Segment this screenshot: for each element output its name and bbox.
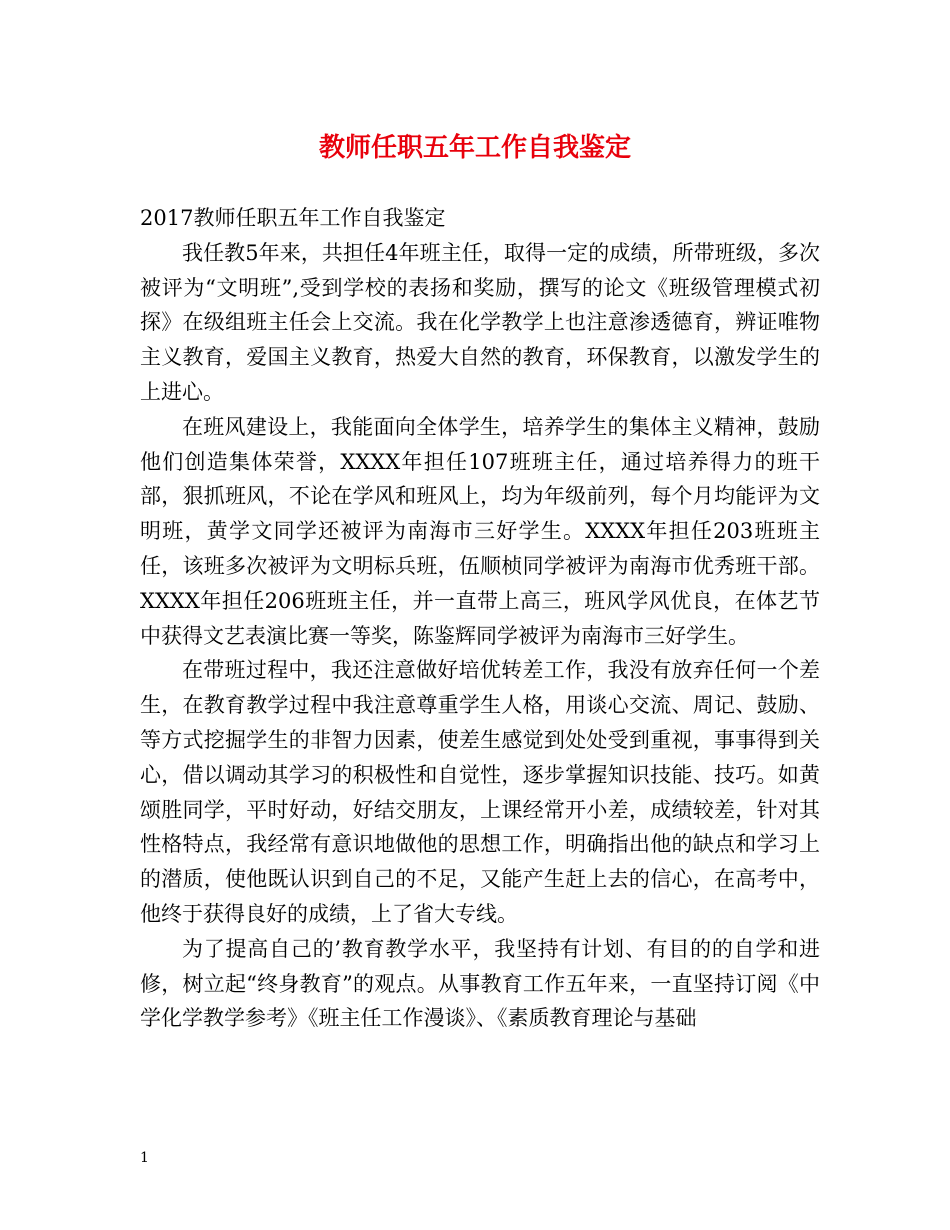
paragraph-2: 在班风建设上，我能面向全体学生，培养学生的集体主义精神，鼓励他们创造集体荣誉，XXXX年担任107班班主任，通过培养得力的班干部，狠抓班风，不论在学风和班风上，均为年级前列，每个月均能评为文明班，黄学文同学还被评为南海市三好学生。XXXX年担任203班班主任，该班多次被评为文明标兵班，伍顺桢同学被评为南海市优秀班干部。XXXX年担任206班班主任，并一直带上高三，班风学风优良，在体艺节中获得文艺表演比赛一等奖，陈鉴辉同学被评为南海市三好学生。 [140, 414, 820, 648]
document-title: 教师任职五年工作自我鉴定 [318, 133, 631, 163]
page-number: 1 [140, 1150, 149, 1166]
paragraph-3: 在带班过程中，我还注意做好培优转差工作，我没有放弃任何一个差生，在教育教学过程中我注意尊重学生人格，用谈心交流、周记、鼓励、等方式挖掘学生的非智力因素，使差生感觉到处处受到重视，事事得到关心，借以调动其学习的积极性和自觉性，逐步掌握知识技能、技巧。如黄颂胜同学，平时好动，好结交朋友，上课经常开小差，成绩较差，针对其性格特点，我经常有意识地做他的思想工作，明确指出他的缺点和学习上的潜质，使他既认识到自己的不足，又能产生赶上去的信心，在高考中，他终于获得良好的成绩，上了省大专线。 [140, 658, 820, 926]
document-body [140, 201, 820, 1036]
document-subtitle: 2017教师任职五年工作自我鉴定 [140, 206, 446, 230]
paragraph-1: 我任教5年来，共担任4年班主任，取得一定的成绩，所带班级，多次被评为“文明班”,受到学校的表扬和奖励，撰写的论文《班级管理模式初探》在级组班主任会上交流。我在化学教学上也注意渗透德育，辨证唯物主义教育，爱国主义教育，热爱大自然的教育，环保教育，以激发学生的上进心。 [140, 240, 820, 404]
paragraph-4: 为了提高自己的’教育教学水平，我坚持有计划、有目的的自学和进修，树立起“终身教育”的观点。从事教育工作五年来，一直坚持订阅《中学化学教学参考》《班主任工作漫谈》、《素质教育理论与基础 [140, 936, 820, 1031]
